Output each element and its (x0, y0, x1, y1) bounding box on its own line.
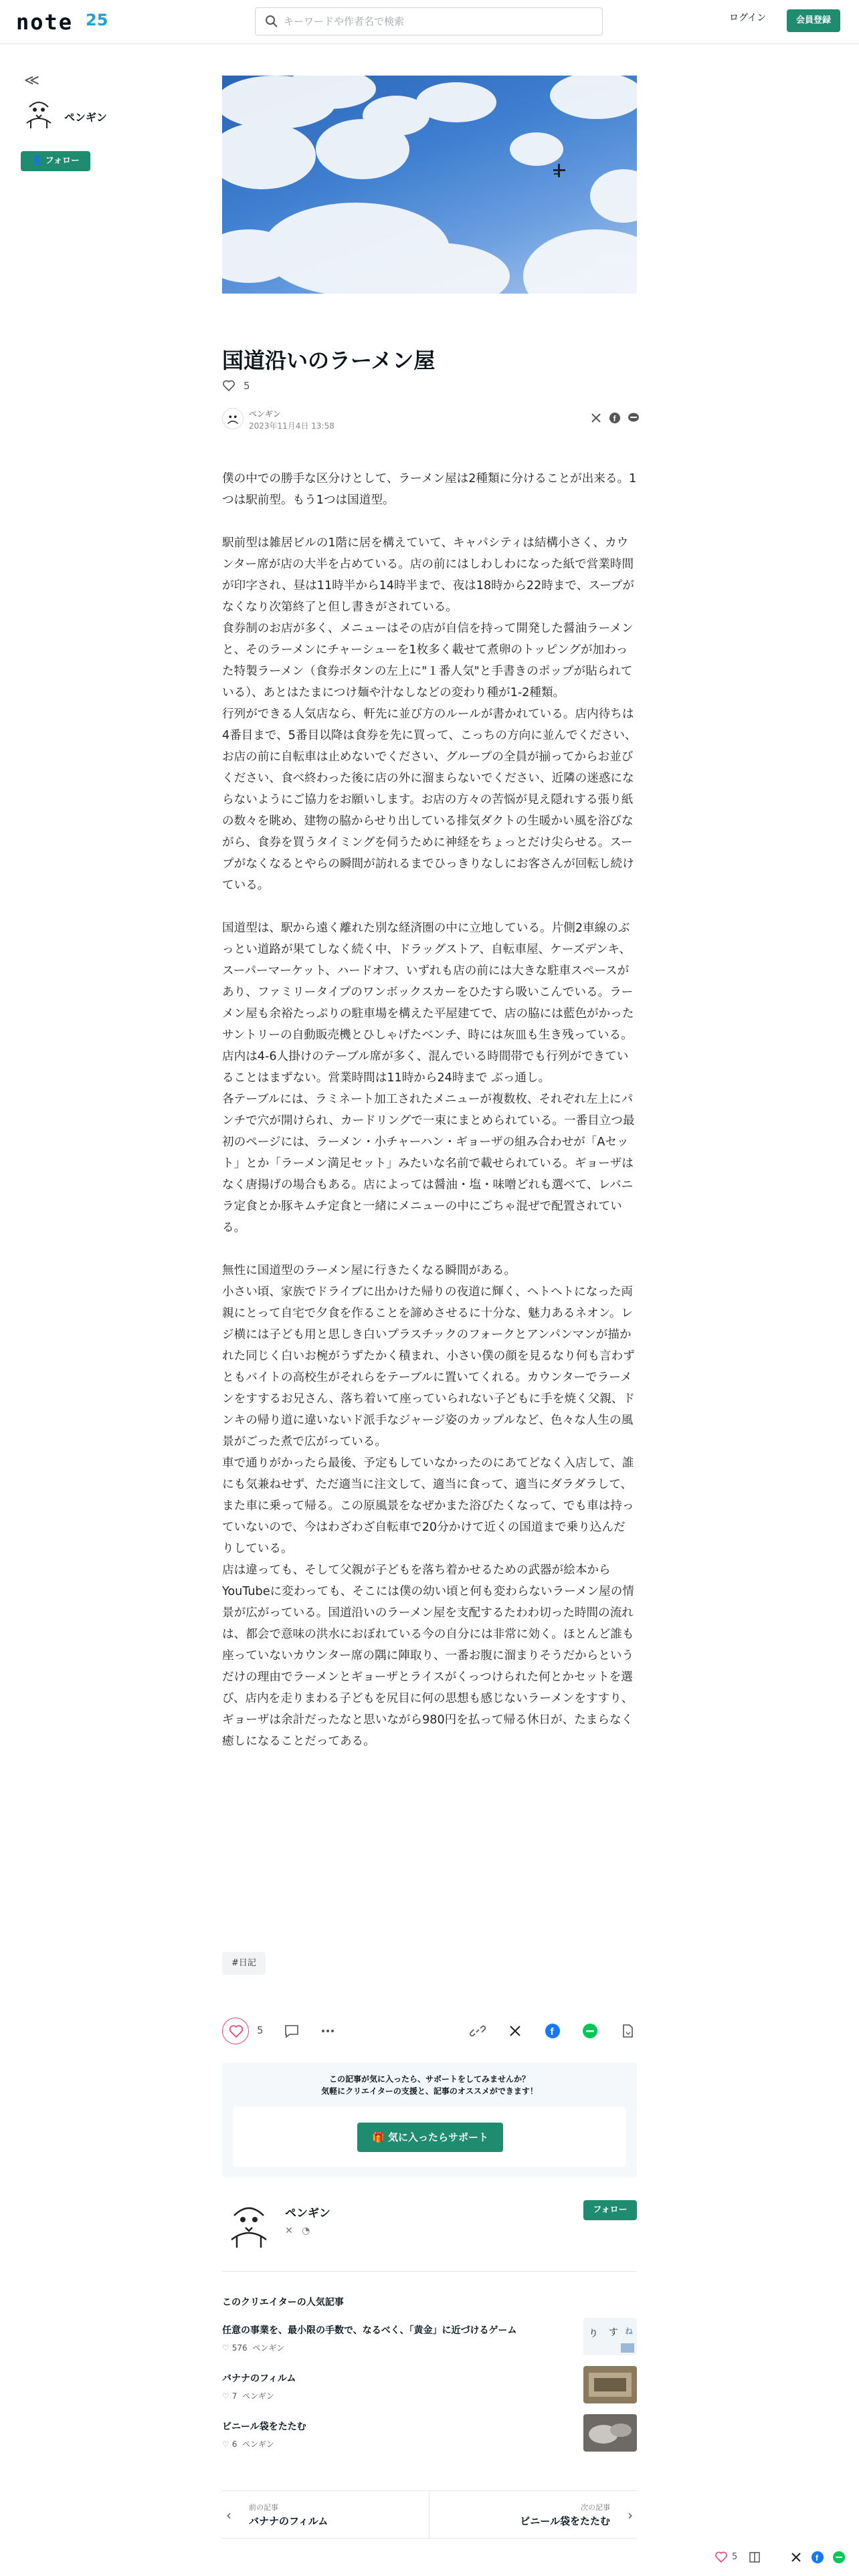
sticky-x-icon[interactable] (789, 2551, 803, 2567)
comment-icon[interactable] (284, 2023, 300, 2039)
support-box (222, 2062, 637, 2177)
next-label: 次の記事 (581, 2503, 610, 2512)
like-button[interactable] (222, 2018, 249, 2044)
sticky-line-icon[interactable] (832, 2551, 846, 2567)
popular-articles-heading: このクリエイターの人気記事 (222, 2297, 344, 2308)
line-share-icon[interactable] (628, 412, 641, 425)
heart-icon[interactable] (222, 379, 235, 393)
creator-follow-button[interactable]: フォロー (583, 2200, 637, 2220)
hashtag-diary[interactable]: #日記 (222, 1952, 266, 1975)
previous-title: バナナのフィルム (249, 2515, 328, 2527)
article-body (222, 468, 637, 1752)
popular-like-count: 6 (231, 2440, 237, 2449)
sticky-like-icon[interactable] (714, 2551, 728, 2567)
popular-article-thumbnail[interactable] (583, 2414, 637, 2452)
popular-article-thumbnail[interactable] (583, 2366, 637, 2403)
anniversary-badge: 25 (86, 11, 108, 29)
svg-text:f: f (550, 2026, 554, 2038)
popular-like-count: 7 (231, 2391, 237, 2401)
sticky-like-count: 5 (732, 2552, 738, 2562)
creator-name[interactable]: ペンギン (285, 2207, 330, 2220)
add-person-icon: 👤 (31, 156, 43, 166)
svg-text:り: り (589, 2329, 598, 2339)
paragraph: 僕の中での勝手な区分けとして、ラーメン屋は2種類に分けることが出来る。1つは駅前型。もう1つは国道型。 (222, 472, 637, 507)
top-share-icons (570, 412, 637, 425)
collapse-sidebar-icon[interactable]: ≪ (24, 72, 40, 89)
svg-text:す: す (609, 2327, 618, 2338)
popular-article-item[interactable] (222, 2420, 637, 2457)
sky-clouds-image (222, 76, 637, 294)
support-message (222, 2073, 637, 2097)
paragraph: 車で通りがかったら最後、予定もしていなかったのにあてどなく入店して、誰にも気兼ねせず、ただ適当に注文して、適当に食って、適当にダラダラして、また車に乗って帰る。この原風景をなぜかまた浴びたくなって、でも車は持っていないので、今はわざわざ自転車で20分かけて近くの国道まで乗り込んだりしている。 (222, 1457, 634, 1555)
article-pagination (222, 2490, 637, 2539)
paragraph: 行列ができる人気店なら、軒先に並び方のルールが書かれている。店内待ちは4番目まで、5番目以降は食券を先に買って、こっちの方向に並んでください、お店の前に自転車は止めないでください、グループの全員が揃ってからお並びください、食べ終わった後に店の外に溜まらないでください、近隣の迷惑にならないようにご協力をお願いします。お店の方々の苦悩が見え隠れする張り紙の数々を眺め、建物の脇からせり出している排気ダクトの生暖かい風を浴びながら、食券を買うタイミングを伺うために神経をちょっとだけ尖らせる。スープがなくなるとやらの瞬間が訪れるまでひっきりなしにお客さんが回転し続けている。 (222, 708, 637, 892)
line-share-icon[interactable] (582, 2023, 598, 2039)
paragraph: 店は違っても、そして父親が子どもを落ち着かせるための武器が絵本からYouTubeに変わっても、そこには僕の幼い頃と何も変わらないラーメン屋の情景が広がっている。国道沿いのラーメン屋を支配するたわわ切った時間の流れは、都会で意味の洪水におぼれている今の自分には非常に効く。ほとんど誰も座っていないカウンター席の隅に陣取り、一番お腹に溜まりそうだからというだけの理由でラーメンとギョーザとライスがくっつけられた何とかセットを選び、店内を走りまわる子どもを尻目に何の思想も感じないラーメンをすすり、ギョーザは余計だったなと思いながら980円を払って帰る休日が、たまらなく癒しになることだってある。 (222, 1564, 634, 1748)
article-hero-image (222, 76, 637, 294)
chevron-left-icon: ‹ (226, 2507, 231, 2523)
copy-link-icon[interactable] (470, 2023, 486, 2039)
paragraph: 小さい頃、家族でドライブに出かけた帰りの夜道に輝く、ヘトヘトになった両親にとって自宅で夕食を作ることを諦めさせるに十分な、魅力あるネオン。レジ横には子ども用と思しき白いプラスチックのフォークとアンパンマンが描かれた同じく白いお椀がうずたかく積まれ、小さい僕の顔を見るなり何も言わずともバイトの高校生がそれらをテーブルに置いてくれる。カウンターでラーメンをすするお兄さん、落ち着いて座っていられない子どもに手を焼く父親、ドンキの帰り道に違いないド派手なジャージ姿のカップルなど、色々な人生の風景がごった煮で広がっている。 (222, 1285, 636, 1448)
embed-icon[interactable] (619, 2023, 636, 2039)
gift-icon: 🎁 (372, 2131, 388, 2143)
author-name[interactable]: ペンギン (249, 409, 281, 419)
heart-icon: ♡ (222, 2343, 229, 2353)
popular-article-title[interactable]: バナナのフィルム (222, 2373, 296, 2384)
register-button[interactable]: 会員登録 (787, 9, 840, 32)
paragraph: 国道型は、駅から遠く離れた別な経済圏の中に立地している。片側2車線のぶっとい道路が果てしなく続く中、ドラッグストア、自転車屋、ケーズデンキ、スーパーマーケット、ハードオフ、いずれも店の前には大きな駐車スペースがあり、ファミリータイプのワンボックスカーをひたすら吸いこんでいる。ラーメン屋も余裕たっぷりの駐車場を構えた平屋建てで、店の脇には藍色がかったサントリーの自動販売機とひしゃげたベンチ、時には灰皿も生き残っている。店内は4-6人掛けのテーブル席が多く、混んでいる時間帯でも行列ができていることはまずない。営業時間は11時から24時まで ぶっ通し。 (222, 922, 634, 1085)
x-share-icon[interactable] (507, 2023, 523, 2039)
creator-social-links (285, 2226, 310, 2236)
sidebar-author-name[interactable]: ペンギン (64, 111, 107, 124)
creator-avatar[interactable] (222, 2197, 276, 2250)
sidebar-follow-button[interactable] (21, 151, 90, 171)
penguin-avatar[interactable] (20, 94, 58, 131)
support-line-1: この記事が気に入ったら、サポートをしてみませんか？ (328, 2074, 530, 2084)
heart-icon (223, 2018, 250, 2045)
popular-article-meta (222, 2342, 284, 2353)
svg-text:ね: ね (625, 2327, 634, 2336)
next-article-link[interactable] (430, 2491, 637, 2539)
popular-article-title[interactable]: 任意の事業を、最小限の手数で、なるべく、「黄金」に近づけるゲーム (222, 2325, 517, 2336)
support-line-2: 気軽にクリエイターの支援と、記事のオススメができます！ (321, 2086, 538, 2096)
heart-icon: ♡ (222, 2440, 229, 2449)
popular-article-meta (222, 2438, 274, 2450)
popular-author: ペンギン (242, 2440, 274, 2449)
heart-icon: ♡ (222, 2391, 229, 2401)
more-options-icon[interactable] (320, 2023, 336, 2039)
paragraph: 各テーブルには、ラミネート加工されたメニューが複数枚、それぞれ左上にパンチで穴が開けられ、カードリングで一束にまとめられている。一番目立つ最初のページには、ラーメン・小チャーハン・ギョーザの組み合わせが「Aセット」とか「ラーメン満足セット」みたいな名前で載せられている。ギョーザはなく唐揚げの場合もある。店によっては醤油・塩・味噌どれも選べて、レバニラ定食とか豚キムチ定食と一緒にメニューの中にごちゃ混ぜで配置されている。 (222, 1093, 635, 1235)
support-inner-panel (233, 2107, 626, 2167)
svg-text:f: f (816, 2553, 818, 2563)
search-icon (265, 15, 278, 28)
search-input[interactable] (284, 8, 591, 35)
popular-article-item[interactable] (222, 2371, 637, 2409)
search-box[interactable] (255, 7, 603, 35)
previous-article-link[interactable] (222, 2491, 430, 2539)
paragraph: 駅前型は雑居ビルの1階に居を構えていて、キャパシティは結構小さく、カウンター席が店の大半を占めている。店の前にはしわしわになった紙で営業時間が印字され、昼は11時半から14時半まで、夜は18時から22時まで、スープがなくなり次第終了と但し書きがされている。 (222, 536, 634, 614)
popular-article-thumbnail[interactable] (583, 2318, 637, 2355)
article-title: 国道沿いのラーメン屋 (222, 348, 436, 373)
site-header (0, 0, 859, 44)
support-button[interactable] (357, 2123, 503, 2152)
popular-like-count: 576 (231, 2343, 248, 2353)
facebook-share-icon[interactable] (545, 2023, 561, 2039)
divider (222, 2271, 637, 2272)
popular-article-meta (222, 2390, 274, 2401)
popular-article-item[interactable] (222, 2323, 637, 2361)
rss-icon[interactable]: ◔ (302, 2226, 310, 2236)
like-count: 5 (257, 2024, 264, 2036)
note-logo[interactable]: note (16, 9, 74, 35)
facebook-share-icon[interactable] (609, 412, 622, 425)
x-share-icon[interactable] (590, 412, 603, 425)
previous-label: 前の記事 (249, 2503, 278, 2512)
support-button-label: 気に入ったらサポート (387, 2131, 488, 2143)
login-button[interactable]: ログイン (729, 13, 767, 23)
sticky-facebook-icon[interactable] (811, 2551, 824, 2567)
sticky-action-bar (701, 2541, 859, 2575)
paragraph: 食券制のお店が多く、メニューはその店が自信を持って開発した醤油ラーメンと、そのラーメンにチャーシューを1枚多く載せて煮卵のトッピングが加わった特製ラーメン（食券ボタンの左上に"１番人気"と手書きのポップが貼られている）、あとはたまにつけ麺や汁なしなどの変わり種が1-2種類。 (222, 622, 634, 700)
title-like-count: 5 (244, 380, 250, 392)
svg-text:f: f (613, 414, 616, 423)
article-action-bar (222, 2016, 637, 2046)
author-avatar[interactable] (222, 408, 244, 429)
popular-article-title[interactable]: ビニール袋をたたむ (222, 2422, 306, 2432)
popular-author: ペンギン (242, 2391, 274, 2401)
x-profile-icon[interactable]: ✕ (285, 2226, 293, 2236)
chevron-right-icon: › (628, 2507, 633, 2523)
popular-author: ペンギン (252, 2343, 285, 2353)
sticky-magazine-icon[interactable] (748, 2551, 761, 2567)
next-title: ビニール袋をたたむ (520, 2515, 610, 2527)
publish-date: 2023年11月4日 13:58 (249, 421, 335, 431)
paragraph: 無性に国道型のラーメン屋に行きたくなる瞬間がある。 (222, 1264, 516, 1277)
sidebar-follow-label: フォロー (45, 156, 80, 166)
